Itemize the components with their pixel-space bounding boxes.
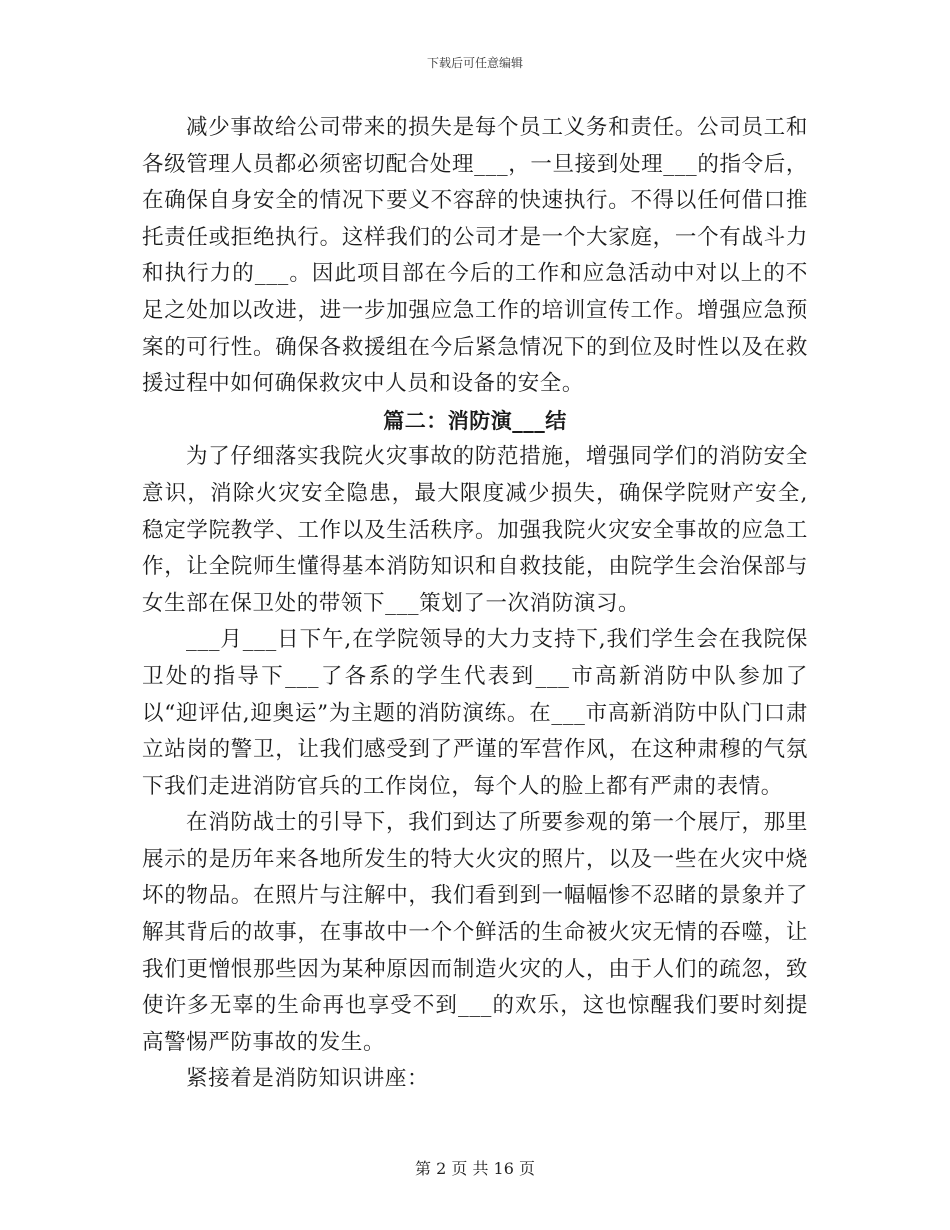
document-body — [142, 110, 808, 1098]
paragraph-5: 紧接着是消防知识讲座： — [186, 1066, 430, 1092]
paragraph-1: 减少事故给公司带来的损失是每个员工义务和责任。公司员工和各级管理人员都必须密切配合处理___，一旦接到处理___的指令后，在确保自身安全的情况下要义不容辞的快速执行。不得以任何借口推托责任或拒绝执行。这样我们的公司才是一个大家庭，一个有战斗力和执行力的___。因此项目部在今后的工作和应急活动中对以上的不足之处加以改进，进一步加强应急工作的培训宣传工作。增强应急预案的可行性。确保各救援组在今后紧急情况下的到位及时性以及在救援过程中如何确保救灾中人员和设备的安全。 — [142, 115, 808, 397]
page-footer: 第 2 页 共 16 页 — [415, 1159, 535, 1178]
paragraph-3: ___月___日下午,在学院领导的大力支持下,我们学生会在我院保卫处的指导下___了各系的学生代表到___市高新消防中队参加了以“迎评估,迎奥运”为主题的消防演练。在___市高新消防中队门口肃立站岗的警卫，让我们感受到了严谨的军营作风，在这种肃穆的气氛下我们走进消防官兵的工作岗位，每个人的脸上都有严肃的表情。 — [142, 627, 808, 799]
section-title: 篇二：消防演___结 — [383, 407, 567, 433]
paragraph-4: 在消防战士的引导下，我们到达了所要参观的第一个展厅，那里展示的是历年来各地所发生的特大火灾的照片，以及一些在火灾中烧坏的物品。在照片与注解中，我们看到到一幅幅惨不忍睹的景象并了解其背后的故事，在事故中一个个鲜活的生命被火灾无情的吞噬，让我们更憎恨那些因为某种原因而制造火灾的人，由于人们的疏忽，致使许多无辜的生命再也享受不到___的欢乐，这也惊醒我们要时刻提高警惕严防事故的发生。 — [142, 810, 808, 1055]
paragraph-2: 为了仔细落实我院火灾事故的防范措施，增强同学们的消防安全意识，消除火灾安全隐患，最大限度减少损失，确保学院财产安全,稳定学院教学、工作以及生活秩序。加强我院火灾安全事故的应急工作，让全院师生懂得基本消防知识和自救技能，由院学生会治保部与女生部在保卫处的带领下___策划了一次消防演习。 — [142, 444, 808, 616]
page-header: 下载后可任意编辑 — [426, 56, 523, 70]
